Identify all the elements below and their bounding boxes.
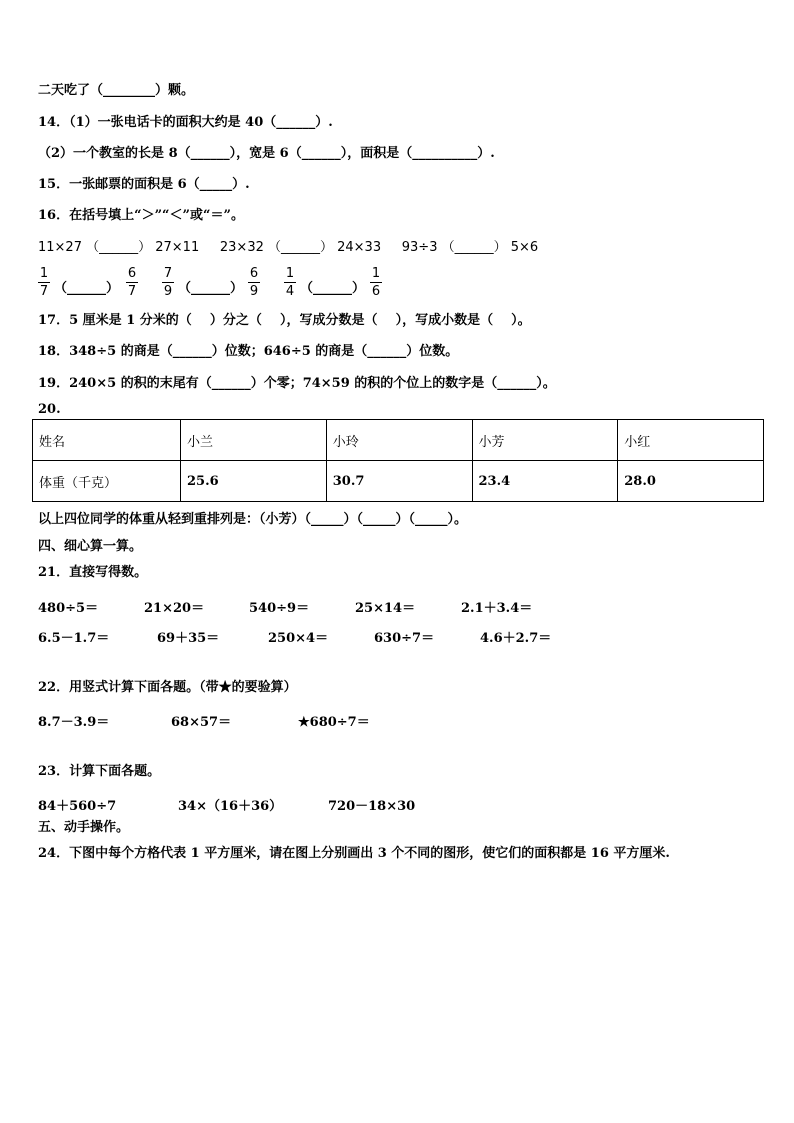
question-16: 16．在括号填上“＞”“＜”或“＝”。 — [38, 208, 244, 223]
table-cell: 25.6 — [181, 461, 327, 502]
answer-blank: （______） — [178, 281, 244, 296]
numerator: 6 — [249, 266, 259, 281]
question-19: 19．240×5 的积的末尾有（______）个零；74×59 的积的个位上的数字是（______）。 — [38, 376, 556, 391]
fraction-1-6 — [370, 266, 382, 299]
calc-item: 8.7－3.9＝ — [38, 715, 110, 730]
question-22: 22．用竖式计算下面各题。（带★的要验算） — [38, 680, 297, 695]
question-23: 23．计算下面各题。 — [38, 764, 161, 779]
table-cell: 小兰 — [181, 420, 327, 461]
calc-item: 25×14＝ — [355, 601, 416, 616]
numerator: 6 — [127, 266, 137, 281]
calc-item: 480÷5＝ — [38, 601, 99, 616]
question-14-part1: 14．（1）一张电话卡的面积大约是 40（______）. — [38, 115, 333, 130]
numerator: 1 — [285, 266, 295, 281]
calc-item: 84＋560÷7 — [38, 799, 117, 814]
calc-item: 4.6＋2.7＝ — [480, 631, 552, 646]
numerator: 7 — [163, 266, 173, 281]
calc-item: 540÷9＝ — [249, 601, 310, 616]
table-cell: 小红 — [618, 420, 764, 461]
question-17: 17．5 厘米是 1 分米的（ ）分之（ ），写成分数是（ ），写成小数是（ ）。 — [38, 313, 531, 328]
numerator: 1 — [39, 266, 49, 281]
fraction-7-9 — [162, 266, 174, 299]
question-20: 20. — [38, 402, 61, 417]
table-header-row — [33, 420, 764, 461]
weight-table — [32, 419, 764, 502]
table-cell: 30.7 — [326, 461, 472, 502]
table-cell: 小芳 — [472, 420, 618, 461]
calc-item: ★680÷7＝ — [298, 715, 370, 730]
section-4-heading: 四、细心算一算。 — [38, 539, 143, 554]
fraction-6-9 — [248, 266, 260, 299]
fraction-1-7 — [38, 266, 50, 299]
calc-item: 68×57＝ — [171, 715, 232, 730]
calc-item: 720－18×30 — [328, 799, 416, 814]
table-cell: 23.4 — [472, 461, 618, 502]
question-20-answer: 以上四位同学的体重从轻到重排列是：（小芳）（_____）（_____）（_____）。 — [38, 512, 468, 527]
calc-item: 69＋35＝ — [157, 631, 220, 646]
denominator: 6 — [371, 284, 381, 299]
fraction-6-7 — [126, 266, 138, 299]
line-continuation: 二天吃了（________）颗。 — [38, 83, 195, 98]
fraction-1-4 — [284, 266, 296, 299]
table-cell: 小玲 — [326, 420, 472, 461]
table-cell: 体重（千克） — [33, 461, 181, 502]
question-18: 18．348÷5 的商是（______）位数；646÷5 的商是（______）位数。 — [38, 344, 459, 359]
calc-item: 630÷7＝ — [374, 631, 435, 646]
denominator: 4 — [285, 284, 295, 299]
calc-item: 250×4＝ — [268, 631, 329, 646]
answer-blank: （______） — [54, 281, 120, 296]
answer-blank: （______） — [300, 281, 366, 296]
question-15: 15．一张邮票的面积是 6（_____）. — [38, 177, 250, 192]
section-5-heading: 五、动手操作。 — [38, 820, 130, 835]
calc-item: 2.1＋3.4＝ — [461, 601, 533, 616]
question-21: 21．直接写得数。 — [38, 565, 148, 580]
denominator: 9 — [163, 284, 173, 299]
question-24: 24．下图中每个方格代表 1 平方厘米，请在图上分别画出 3 个不同的图形，使它们的面积都是 16 平方厘米. — [38, 846, 670, 861]
table-row — [33, 461, 764, 502]
calc-item: 21×20＝ — [144, 601, 205, 616]
table-cell: 28.0 — [618, 461, 764, 502]
denominator: 7 — [39, 284, 49, 299]
calc-item: 34×（16＋36） — [178, 799, 283, 814]
denominator: 7 — [127, 284, 137, 299]
calc-item: 6.5－1.7＝ — [38, 631, 110, 646]
question-14-part2: （2）一个教室的长是 8（______），宽是 6（______），面积是（__________）. — [38, 146, 495, 161]
denominator: 9 — [249, 284, 259, 299]
numerator: 1 — [371, 266, 381, 281]
question-16-row1: 11×27 （______） 27×11 23×32 （______） 24×33 93÷3 （______） 5×6 — [38, 240, 539, 255]
table-cell: 姓名 — [33, 420, 181, 461]
